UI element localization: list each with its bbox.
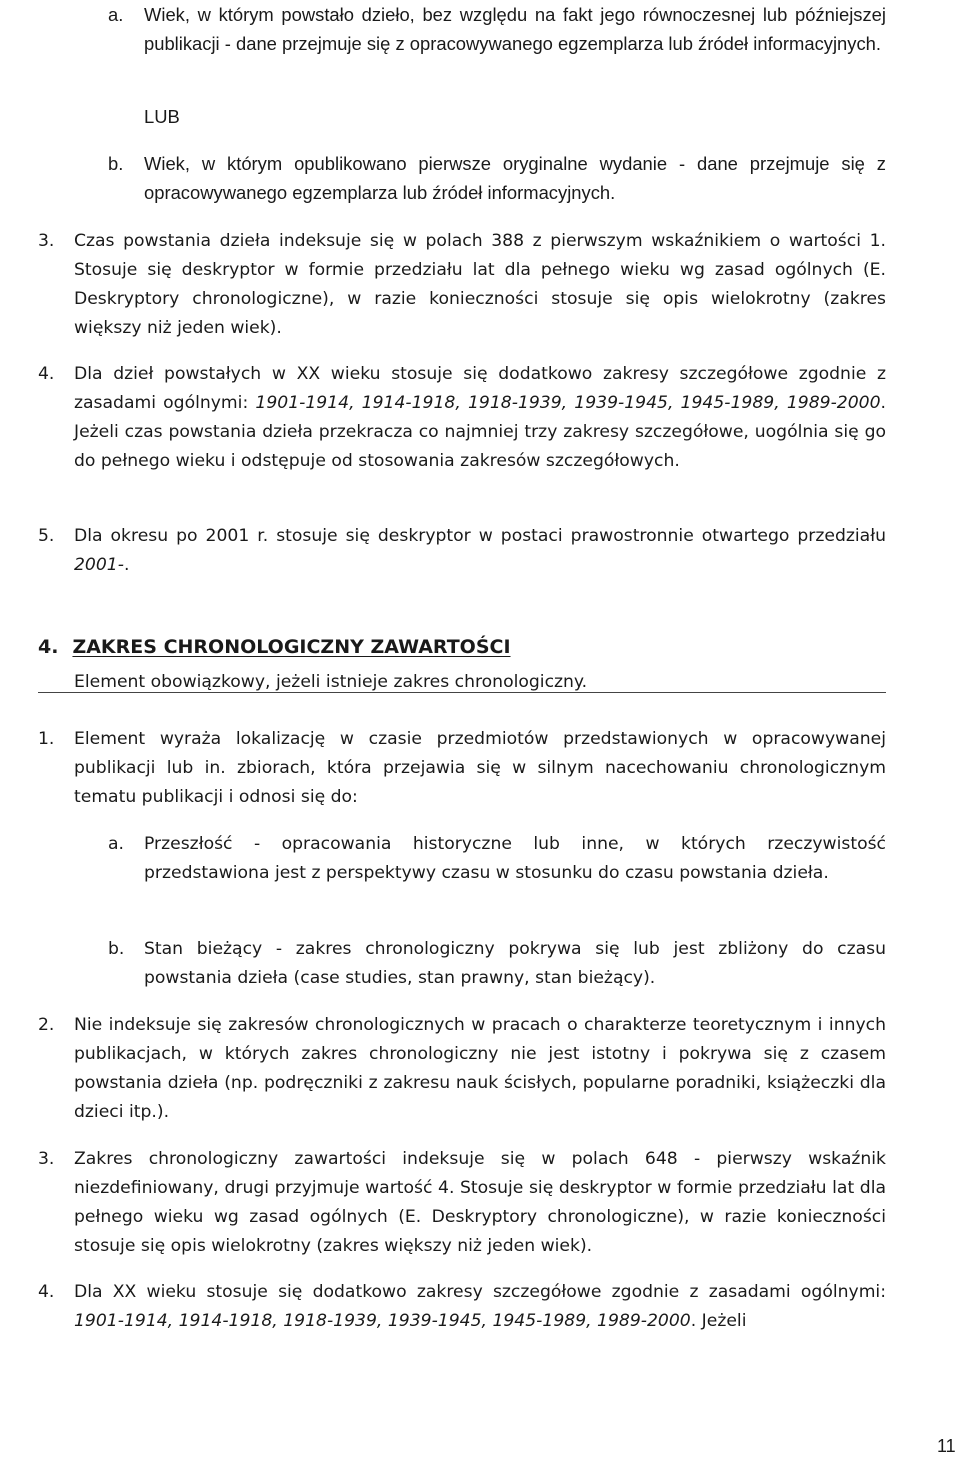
paragraph-top-b: Wiek, w którym opublikowano pierwsze oryginalne wydanie - dane przejmuje się z opracowywanego egzemplarza lub źródeł informacyjnych. bbox=[144, 153, 886, 203]
item-number-3: 3. bbox=[38, 1149, 55, 1169]
section-heading bbox=[38, 636, 511, 658]
list-marker-a: a. bbox=[108, 4, 124, 25]
open-range: 2001- bbox=[74, 555, 124, 575]
paragraph-item-4-prev: Dla dzieł powstałych w XX wieku stosuje się dodatkowo zakresy szczegółowe zgodnie z zasadami ogólnymi: 1901-1914, 1914-1918, 1918-1939, 1939-1945, 1945-1989, 1989-2000. Jeżeli czas powstania dzieła przekracza co najmniej trzy zakresy szczegółowe, uogólnia się go do pełnego wieku i odstępuje od stosowania zakresów szczegółowych. bbox=[74, 364, 886, 471]
paragraph-sub-b: Stan bieżący - zakres chronologiczny pokrywa się lub jest zbliżony do czasu powstania dzieła (case studies, stan prawny, stan bieżący). bbox=[144, 939, 886, 988]
item-number-2: 2. bbox=[38, 1015, 55, 1035]
section-heading-title: ZAKRES CHRONOLOGICZNY ZAWARTOŚCI bbox=[72, 636, 511, 658]
item-number-4: 4. bbox=[38, 1282, 55, 1302]
paragraph-item-1: Element wyraża lokalizację w czasie przedmiotów przedstawionych w opracowywanej publikacji lub in. zbiorach, która przejawia się w silnym nacechowaniu chronologicznym tematu publikacji i odnosi się do: bbox=[74, 729, 886, 807]
item-number-5-prev: 5. bbox=[38, 526, 55, 546]
list-marker-b: b. bbox=[108, 153, 124, 174]
paragraph-item-4: Dla XX wieku stosuje się dodatkowo zakresy szczegółowe zgodnie z zasadami ogólnymi: 1901-1914, 1914-1918, 1918-1939, 1939-1945, 1945-1989, 1989-2000. Jeżeli bbox=[74, 1282, 886, 1331]
item-number-3-prev: 3. bbox=[38, 231, 55, 251]
paragraph-top-a: Wiek, w którym powstało dzieło, bez względu na fakt jego równoczesnej lub późniejszej publikacji - dane przejmuje się z opracowywanego egzemplarza lub źródeł informacyjnych. bbox=[144, 4, 886, 54]
lub-label: LUB bbox=[144, 106, 180, 127]
section-heading-subtitle: Element obowiązkowy, jeżeli istnieje zakres chronologiczny. bbox=[74, 672, 588, 692]
heading-divider bbox=[38, 692, 886, 693]
paragraph-item-3-prev: Czas powstania dzieła indeksuje się w polach 388 z pierwszym wskaźnikiem o wartości 1. Stosuje się deskryptor w formie przedziału lat dla pełnego wieku wg zasad ogólnych (E. Deskryptory chronologiczne), w razie konieczności stosuje się opis wielokrotny (zakres większy niż jeden wiek). bbox=[74, 231, 886, 338]
page-number: 11 bbox=[937, 1436, 956, 1456]
list-marker-sub-a: a. bbox=[108, 834, 124, 854]
paragraph-item-5-prev: Dla okresu po 2001 r. stosuje się deskryptor w postaci prawostronnie otwartego przedziału 2001-. bbox=[74, 526, 886, 575]
paragraph-item-3: Zakres chronologiczny zawartości indeksuje się w polach 648 - pierwszy wskaźnik niezdefiniowany, drugi przyjmuje wartość 4. Stosuje się deskryptor w formie przedziału lat dla pełnego wieku wg zasad ogólnych (E. Deskryptory chronologiczne), w razie konieczności stosuje się opis wielokrotny (zakres większy niż jeden wiek). bbox=[74, 1149, 886, 1256]
section-heading-number: 4. bbox=[38, 636, 59, 658]
paragraph-sub-a: Przeszłość - opracowania historyczne lub inne, w których rzeczywistość przedstawiona jest z perspektywy czasu w stosunku do czasu powstania dzieła. bbox=[144, 834, 886, 883]
paragraph-item-2: Nie indeksuje się zakresów chronologicznych w pracach o charakterze teoretycznym i innych publikacjach, w których zakres chronologiczny nie jest istotny i pokrywa się z czasem powstania dzieła (np. podręczniki z zakresu nauk ścisłych, popularne poradniki, książeczki dla dzieci itp.). bbox=[74, 1015, 886, 1122]
date-ranges: 1901-1914, 1914-1918, 1918-1939, 1939-1945, 1945-1989, 1989-2000 bbox=[74, 1311, 691, 1331]
list-marker-sub-b: b. bbox=[108, 939, 125, 959]
item-number-4-prev: 4. bbox=[38, 364, 55, 384]
item-number-1: 1. bbox=[38, 729, 55, 749]
date-ranges: 1901-1914, 1914-1918, 1918-1939, 1939-1945, 1945-1989, 1989-2000 bbox=[255, 393, 881, 413]
